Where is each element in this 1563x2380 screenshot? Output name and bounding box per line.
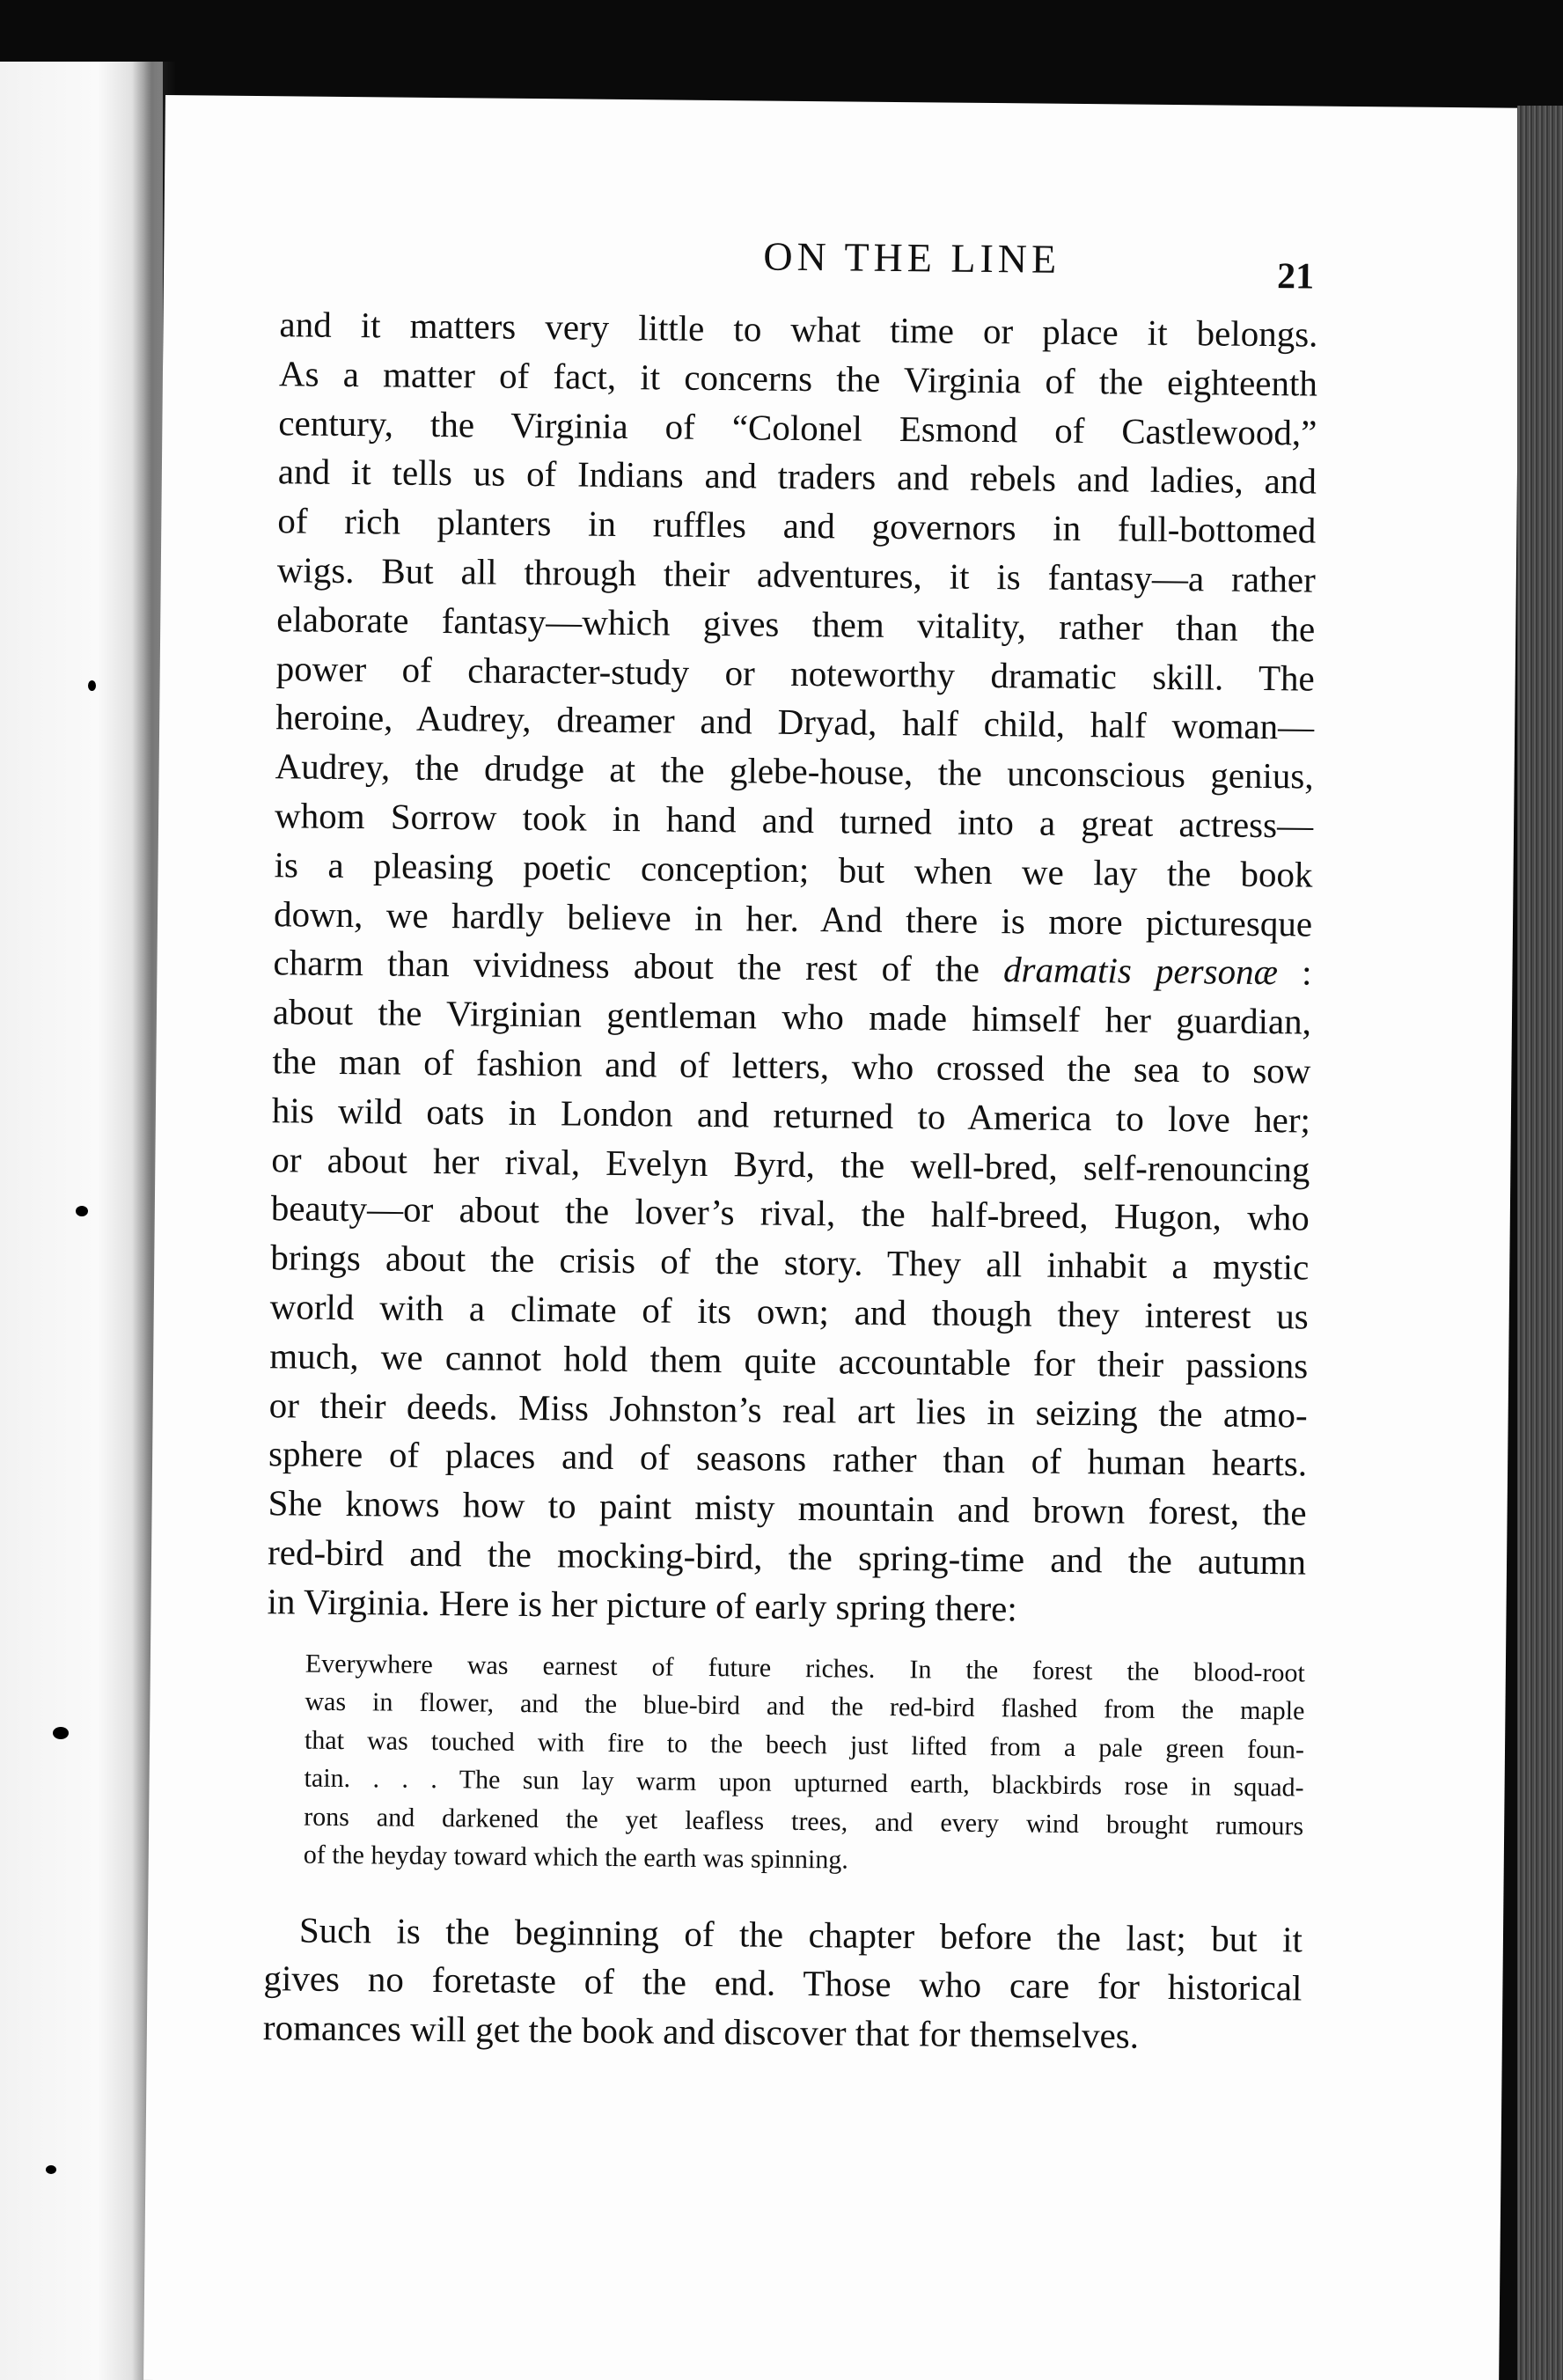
text-line: and it tells us of Indians and traders and rebels and ladies, and [277,451,1317,502]
text-line: or their deeds. Miss Johnston’s real art lies in seizing the atmo- [268,1384,1308,1436]
text-line: beauty—or about the lover’s rival, the half-breed, Hugon, who [270,1187,1310,1238]
text-line: down, we hardly believe in her. And there is more picturesque [273,892,1313,944]
text-line: much, we cannot hold them quite accountable for their passions [269,1334,1309,1386]
block-quotation [304,1644,1305,1884]
quote-line: rons and darkened the yet leafless trees, and every wind brought rumours [304,1802,1304,1841]
text-line: Such is the beginning of the chapter before the last; but it [298,1909,1303,1960]
text-line: romances will get the book and discover that for themselves. [262,2007,1140,2056]
italic-phrase: dramatis personæ [1002,949,1279,993]
text-line: gives no foretaste of the end. Those who care for historical [263,1958,1302,2009]
speck [53,1727,69,1739]
text-line: power of character-study or noteworthy dramatic skill. The [275,647,1315,699]
paragraph-2 [263,1906,1303,2063]
paragraph-1 [267,300,1317,1636]
book-page [143,95,1521,2380]
quote-line: of the heyday toward which the earth was spinning. [303,1840,848,1875]
page-number: 21 [1276,256,1315,298]
quote-line: Everywhere was earnest of future riches. In the forest the blood-root [305,1649,1306,1688]
text-line: brings about the crisis of the story. They all inhabit a mystic [270,1237,1310,1288]
text-run: charm than vividness about the rest of the [273,942,1004,990]
text-line: in Virginia. Here is her picture of early spring there: [267,1580,1017,1629]
text-line: elaborate fantasy—which gives them vitality, rather than the [276,599,1316,650]
text-line: the man of fashion and of letters, who crossed the sea to sow [272,1040,1311,1091]
text-line: sphere of places and of seasons rather than of human hearts. [268,1433,1308,1484]
quote-line: tain. . . . The sun lay warm upon upturned earth, blackbirds rose in squad- [304,1763,1304,1803]
text-line: and it matters very little to what time or place it belongs. [279,304,1318,355]
text-line: Audrey, the drudge at the glebe-house, the unconscious genius, [275,746,1314,797]
text-line: his wild oats in London and returned to America to love her; [271,1089,1311,1141]
running-head: ON THE LINE [763,233,1061,282]
text-line: century, the Virginia of “Colonel Esmond of Castlewood,” [278,401,1317,453]
text-line: world with a climate of its own; and though they interest us [269,1286,1309,1337]
text-line: wigs. But all through their adventures, it is fantasy—a rather [276,549,1316,600]
text-line: As a matter of fact, it concerns the Virginia of the eighteenth [278,353,1318,404]
text-line: or about her rival, Evelyn Byrd, the well-bred, self-renouncing [271,1138,1310,1190]
speck [46,2165,56,2174]
text-line: about the Virginian gentleman who made himself her guardian, [272,991,1312,1042]
text-run: : [1277,951,1312,993]
text-line: heroine, Audrey, dreamer and Dryad, half child, half woman— [275,696,1315,747]
text-line: is a pleasing poetic conception; but when we lay the book [274,843,1313,895]
text-line: whom Sorrow took in hand and turned into a great actress— [274,795,1314,846]
text-line: of rich planters in ruffles and governors in full-bottomed [277,500,1317,551]
page-text [263,300,1318,2062]
text-line: She knows how to paint misty mountain and brown forest, the [268,1482,1307,1533]
quote-line: that was touched with fire to the beech just lifted from a pale green foun- [304,1725,1305,1765]
text-line: red-bird and the mocking-bird, the spring-time and the autumn [267,1532,1307,1583]
quote-line: was in flower, and the blue-bird and the red-bird flashed from the maple [305,1686,1305,1726]
speck [88,680,96,691]
page-fore-edge [1517,106,1563,2380]
speck [76,1206,88,1216]
